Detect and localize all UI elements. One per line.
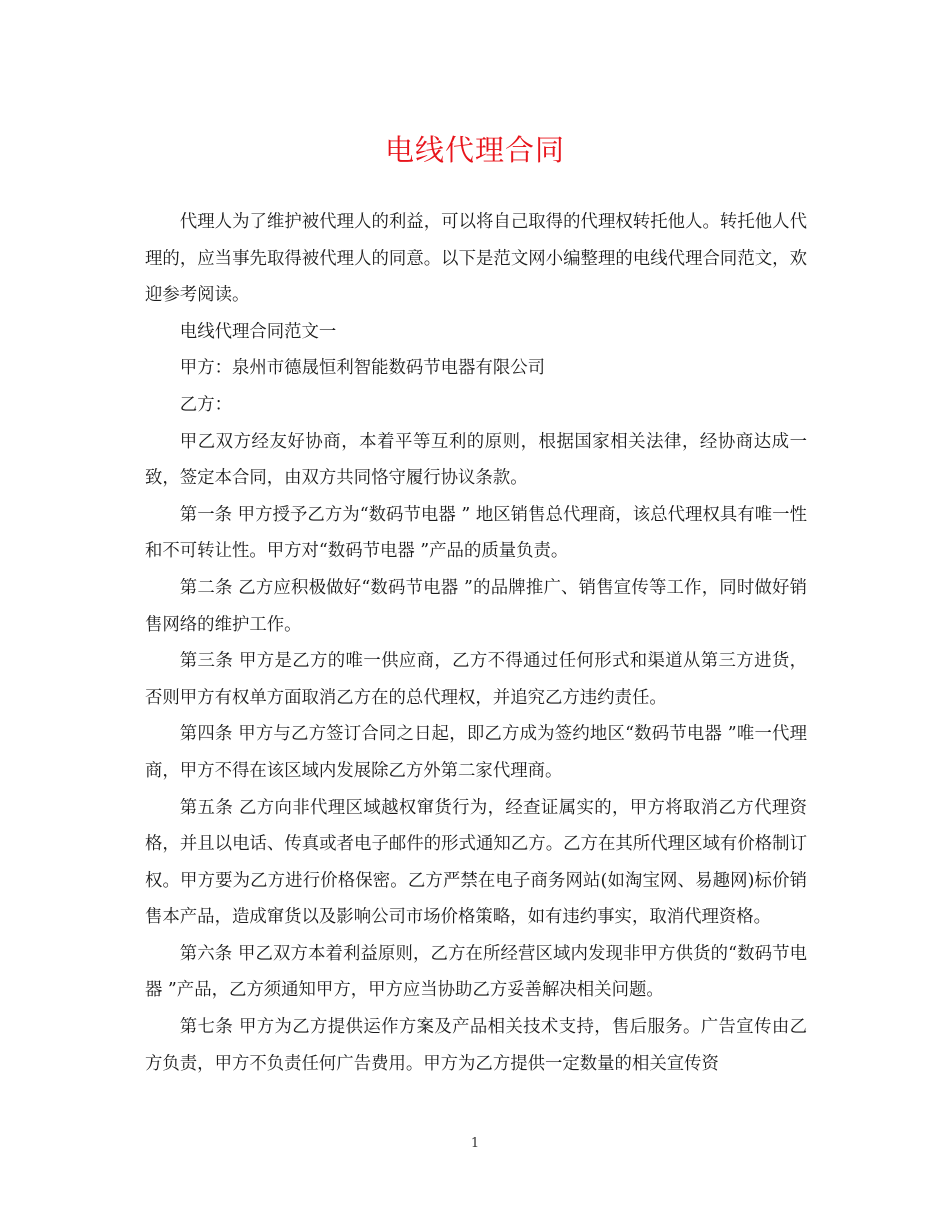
page-number: 1 <box>470 1136 480 1151</box>
party-b-line: 乙方： <box>179 394 232 415</box>
article-3: 第三条 甲方是乙方的唯一供应商，乙方不得通过任何形式和渠道从第三方进货，否则甲方有权单方面取消乙方在的总代理权，并追究乙方违约责任。 <box>145 651 807 708</box>
article-5: 第五条 乙方向非代理区域越权窜货行为，经查证属实的，甲方将取消乙方代理资格，并且以电话、传真或者电子邮件的形式通知乙方。乙方在其所代理区域有价格制订权。甲方要为乙方进行价格保密。乙方严禁在电子商务网站(如淘宝网、易趣网)标价销售本产品，造成窜货以及影响公司市场价格策略，如有违约事实，取消代理资格。 <box>145 797 807 928</box>
document-body <box>145 204 807 1082</box>
article-4: 第四条 甲方与乙方签订合同之日起，即乙方成为签约地区“数码节电器 ”唯一代理商，甲方不得在该区域内发展除乙方外第二家代理商。 <box>145 724 807 781</box>
document-title: 电线代理合同 <box>384 133 565 167</box>
article-1: 第一条 甲方授予乙方为“数码节电器 ” 地区销售总代理商，该总代理权具有唯一性和不可转让性。甲方对“数码节电器 ”产品的质量负责。 <box>145 504 807 562</box>
article-6: 第六条 甲乙双方本着利益原则，乙方在所经营区域内发现非甲方供货的“数码节电器 ”产品，乙方须通知甲方，甲方应当协助乙方妥善解决相关问题。 <box>145 943 807 1001</box>
party-a-line: 甲方：泉州市德晟恒利智能数码节电器有限公司 <box>179 358 546 379</box>
intro-paragraph: 代理人为了维护被代理人的利益，可以将自己取得的代理权转托他人。转托他人代理的，应当事先取得被代理人的同意。以下是范文网小编整理的电线代理合同范文，欢迎参考阅读。 <box>145 212 807 306</box>
article-7: 第七条 甲方为乙方提供运作方案及产品相关技术支持，售后服务。广告宣传由乙方负责，甲方不负责任何广告费用。甲方为乙方提供一定数量的相关宣传资 <box>145 1017 807 1074</box>
section-heading: 电线代理合同范文一 <box>179 321 337 342</box>
preamble-paragraph: 甲乙双方经友好协商，本着平等互利的原则，根据国家相关法律，经协商达成一致，签定本合同，由双方共同恪守履行协议条款。 <box>145 431 807 489</box>
article-2: 第二条 乙方应积极做好“数码节电器 ”的品牌推广、销售宣传等工作，同时做好销售网络的维护工作。 <box>145 577 807 635</box>
